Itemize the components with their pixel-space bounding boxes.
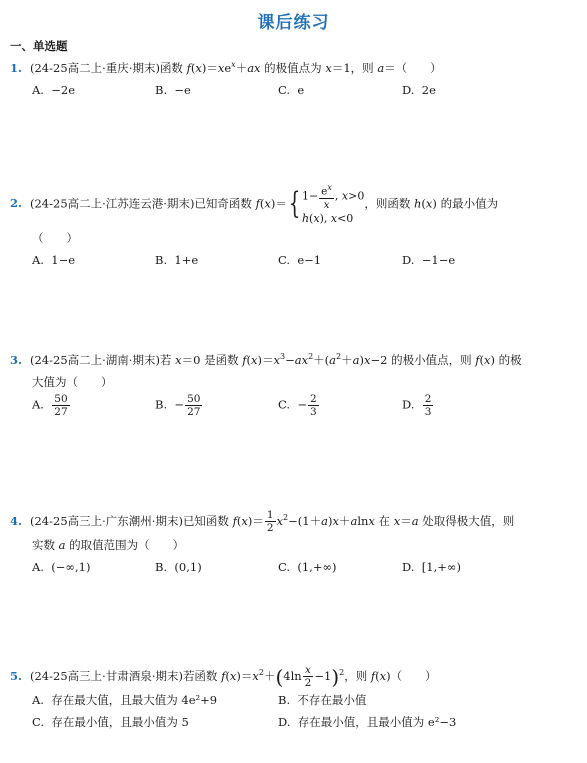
options-row: [10, 556, 580, 578]
option-c[interactable]: C. e−1: [278, 252, 322, 267]
option-c[interactable]: C. e: [278, 82, 305, 97]
question-source: (24-25高三上·广东潮州·期末): [30, 513, 183, 528]
section-heading: 一、单选题: [10, 39, 68, 53]
option-a[interactable]: A. 存在最大值，且最大值为 4e²+9: [32, 693, 218, 708]
option-c[interactable]: C. (1,+∞): [278, 560, 337, 575]
option-a[interactable]: A. −2e: [32, 82, 76, 97]
question-source: (24-25高三上·甘肃酒泉·期末): [30, 668, 183, 683]
page-title: 课后练习: [257, 13, 330, 33]
options-row: [10, 79, 580, 101]
question-number: 5.: [10, 668, 23, 683]
question-stem: 5. (24-25高三上·甘肃酒泉·期末)若函数 $f(x)=x^2+(4\ln$ $\frac{x}{2}$ −1)$^2$，则 f(x)（ ）: [10, 664, 437, 690]
option-d[interactable]: D. $\frac{2}{3}$: [402, 392, 432, 418]
option-b[interactable]: B. − $\frac{50}{27}$: [155, 392, 201, 418]
option-a[interactable]: A. $\frac{50}{27}$: [32, 392, 68, 418]
options-row: [10, 249, 580, 271]
option-b[interactable]: B. 不存在最小值: [278, 693, 367, 708]
option-d[interactable]: D. 2e: [402, 82, 436, 97]
question-stem: 1. (24-25高二上·重庆·期末)函数 $f(x)=xe^x+ax$ 的极值点为 x＝1，则 a＝（ ）: [10, 54, 580, 79]
options-row: [10, 711, 580, 733]
question-stem: 3. (24-25高二上·湖南·期末)若 x＝0 是函数 $f(x)=x^3-ax^2+(a^2+a)x-2$ 的极小值点，则 f(x) 的极: [10, 346, 580, 371]
options-row: [10, 689, 580, 711]
option-b[interactable]: B. −e: [155, 82, 191, 97]
option-b[interactable]: B. 1+e: [155, 252, 199, 267]
question-source: (24-25高二上·重庆·期末): [30, 60, 160, 75]
question-3: [10, 346, 580, 423]
option-c[interactable]: C. − $\frac{2}{3}$: [278, 392, 317, 418]
question-stem: 2. (24-25高二上·江苏连云港·期末)已知奇函数 f(x)＝{ 1− $\frac{e^x}{x}$ , x>0 h(x), x<0，则函数 h(x) 的最小值为: [10, 183, 499, 225]
option-c[interactable]: C. 存在最小值，且最小值为 5: [32, 715, 189, 730]
question-2: [10, 182, 580, 271]
question-source: (24-25高二上·江苏连云港·期末): [30, 196, 195, 211]
option-d[interactable]: D. [1,+∞): [402, 560, 461, 575]
question-number: 4.: [10, 513, 23, 528]
question-4: [10, 507, 580, 578]
question-stem-cont: 实数 a 的取值范围为（ ）: [32, 538, 185, 553]
question-number: 3.: [10, 352, 23, 367]
question-number: 1.: [10, 60, 23, 75]
question-stem: 4. (24-25高三上·广东潮州·期末)已知函数 f(x)＝ $\frac{1}{2}$ $x^2-(1+a)x+alnx$ 在 x＝a 处取得极大值，则: [10, 509, 515, 535]
question-stem-cont: （ ）: [32, 230, 78, 245]
question-stem-cont: 大值为（ ）: [32, 374, 113, 389]
option-d[interactable]: D. 存在最小值，且最小值为 e²−3: [278, 715, 457, 730]
option-a[interactable]: A. 1−e: [32, 252, 76, 267]
question-5: [10, 662, 580, 733]
option-a[interactable]: A. (−∞,1): [32, 560, 91, 575]
options-row: [10, 393, 580, 423]
question-number: 2.: [10, 196, 23, 211]
question-source: (24-25高二上·湖南·期末): [30, 352, 160, 367]
option-d[interactable]: D. −1−e: [402, 252, 456, 267]
question-1: [10, 54, 580, 101]
option-b[interactable]: B. (0,1): [155, 560, 202, 575]
